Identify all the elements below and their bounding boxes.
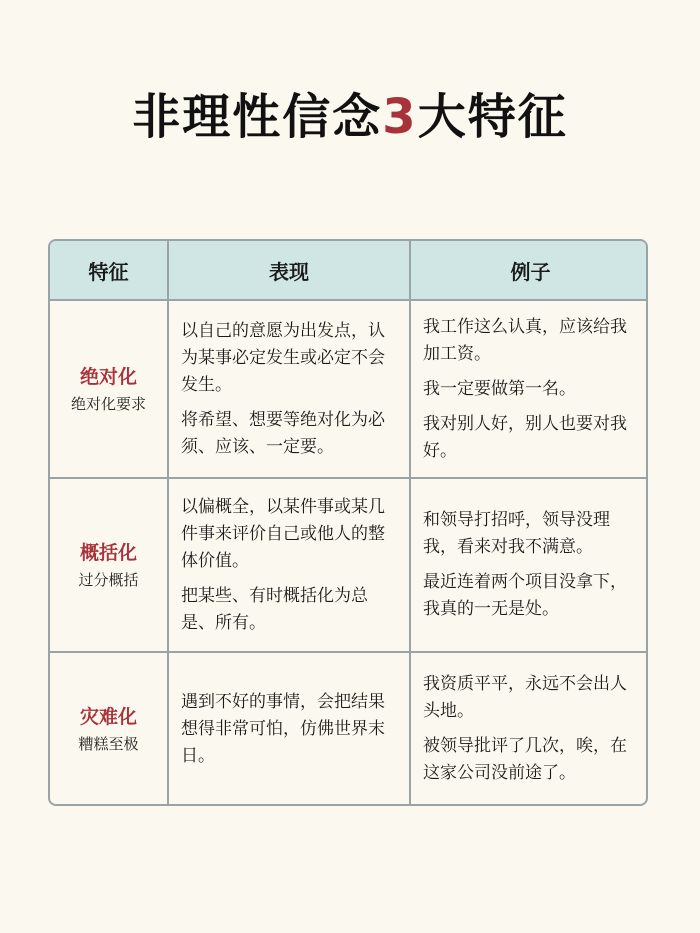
example-text: 我对别人好，别人也要对我好。 — [423, 413, 627, 461]
title-number: 3 — [382, 89, 418, 145]
header-feature: 特征 — [50, 241, 168, 300]
examples-cell — [410, 478, 648, 652]
feature-subtitle: 绝对化要求 — [70, 395, 146, 413]
examples-cell — [410, 300, 648, 478]
feature-cell — [50, 300, 168, 478]
performance-text: 遇到不好的事情，会把结果想得非常可怕，仿佛世界末日。 — [181, 691, 385, 766]
header-examples: 例子 — [410, 241, 648, 300]
title-suffix: 大特征 — [417, 89, 568, 145]
performance-cell — [168, 300, 410, 478]
table-header-row — [50, 241, 648, 300]
table-row — [50, 652, 648, 805]
performance-text: 把某些、有时概括化为总是、所有。 — [181, 585, 368, 633]
example-text: 我一定要做第一名。 — [423, 378, 576, 399]
feature-subtitle: 过分概括 — [78, 571, 139, 589]
examples-cell — [410, 652, 648, 805]
table-row — [50, 478, 648, 652]
traits-table — [48, 239, 648, 806]
feature-cell — [50, 652, 168, 805]
performance-cell — [168, 652, 410, 805]
table-row — [50, 300, 648, 478]
title-prefix: 非理性信念 — [132, 89, 383, 145]
feature-cell — [50, 478, 168, 652]
performance-cell — [168, 478, 410, 652]
example-text: 我资质平平，永远不会出人头地。 — [423, 674, 627, 721]
feature-name: 概括化 — [79, 542, 137, 564]
feature-name: 绝对化 — [79, 366, 137, 388]
feature-name: 灾难化 — [79, 706, 137, 728]
example-text: 和领导打招呼，领导没理我，看来对我不满意。 — [423, 510, 610, 557]
feature-subtitle: 糟糕至极 — [78, 735, 139, 753]
performance-text: 以自己的意愿为出发点，认为某事必定发生或必定不会发生。 — [181, 320, 385, 395]
example-text: 最近连着两个项目没拿下，我真的一无是处。 — [423, 572, 627, 619]
performance-text: 将希望、想要等绝对化为必须、应该、一定要。 — [181, 409, 385, 457]
header-performance: 表现 — [168, 241, 410, 300]
performance-text: 以偏概全，以某件事或某几件事来评价自己或他人的整体价值。 — [181, 496, 385, 571]
example-text: 被领导批评了几次，唉，在这家公司没前途了。 — [423, 736, 627, 783]
example-text: 我工作这么认真，应该给我加工资。 — [423, 316, 627, 364]
page-title — [0, 82, 700, 152]
